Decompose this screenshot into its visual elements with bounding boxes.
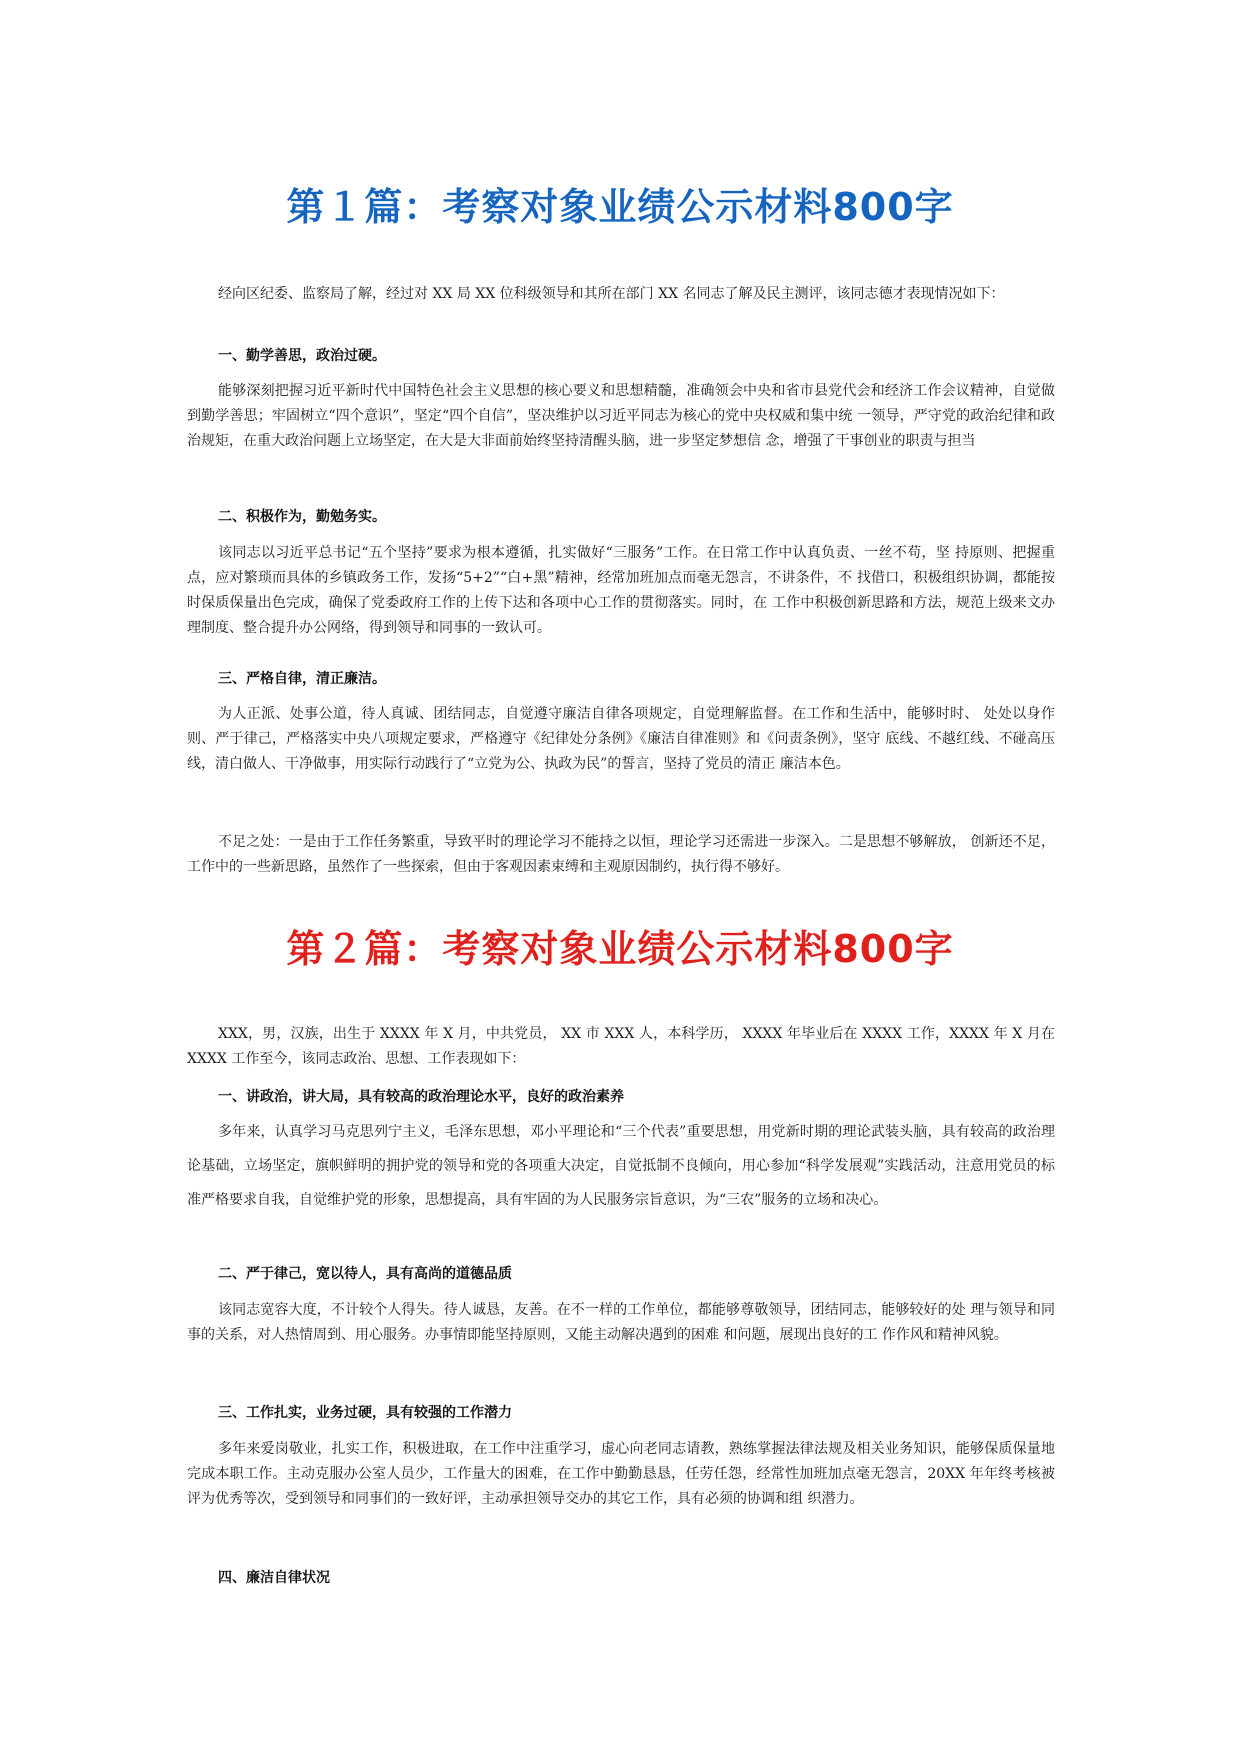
article-1-section-2-body: 该同志以习近平总书记“五个坚持”要求为根本遵循，扎实做好“三服务”工作。在日常工作中认真负责、一丝不苟，坚 持原则、把握重点，应对繁琐而具体的乡镇政务工作，发扬“5+2”“白+黑”精神，经常加班加点而毫无怨言，不讲条件，不 找借口，积极组织协调，都能按时保质保量出色完成，确保了党委政府工作的上传下达和各项中心工作的贯彻落实。同时，在 工作中积极创新思路和方法，规范上级来文办理制度、整合提升办公网络，得到领导和同事的一致认可。 bbox=[187, 545, 1055, 636]
article-2-section-2-body: 该同志宽容大度，不计较个人得失。待人诚恳，友善。在不一样的工作单位，都能够尊敬领导，团结同志，能够较好的处 理与领导和同事的关系，对人热情周到、用心服务。办事情即能坚持原则，又能主动解决遇到的困难 和问题，展现出良好的工 作作风和精神风貌。 bbox=[187, 1302, 1055, 1343]
article-1-section-1-heading: 一、勤学善思，政治过硬。 bbox=[218, 348, 386, 364]
article-2-section-3-body: 多年来爱岗敬业，扎实工作，积极进取，在工作中注重学习，虚心向老同志请教，熟练掌握法律法规及相关业务知识，能够保质保量地完成本职工作。主动克服办公室人员少，工作量大的困难，在工作中勤勤恳恳，任劳任怨，经常性加班加点毫无怨言，20XX 年年终考核被评为优秀等次，受到领导和同事们的一致好评，主动承担领导交办的其它工作，具有必须的协调和组 织潜力。 bbox=[187, 1441, 1055, 1507]
article-2-section-1-body: 多年来，认真学习马克思列宁主义，毛泽东思想，邓小平理论和“三个代表”重要思想，用党新时期的理论武装头脑，具有较高的政治理论基础，立场坚定，旗帜鲜明的拥护党的领导和党的各项重大决定，自觉抵制不良倾向，用心参加“科学发展观”实践活动，注意用党员的标准严格要求自我，自觉维护党的形象，思想提高，具有牢固的为人民服务宗旨意识，为“三农”服务的立场和决心。 bbox=[187, 1124, 1055, 1208]
article-2-section-2-heading: 二、严于律己，宽以待人，具有高尚的道德品质 bbox=[218, 1266, 512, 1282]
article-2-section-1-heading: 一、讲政治，讲大局，具有较高的政治理论水平，良好的政治素养 bbox=[218, 1089, 624, 1105]
article-1-section-1-body: 能够深刻把握习近平新时代中国特色社会主义思想的核心要义和思想精髓，准确领会中央和省市县党代会和经济工作会议精神，自觉做到勤学善思；牢固树立“四个意识”，坚定“四个自信”，坚决维护以习近平同志为核心的党中央权威和集中统 一领导，严守党的政治纪律和政治规矩，在重大政治问题上立场坚定，在大是大非面前始终坚持清醒头脑，进一步坚定梦想信 念，增强了干事创业的职责与担当 bbox=[187, 383, 1055, 449]
article-1-shortcomings: 不足之处：一是由于工作任务繁重，导致平时的理论学习不能持之以恒，理论学习还需进一步深入。二是思想不够解放， 创新还不足，工作中的一些新思路，虽然作了一些探索，但由于客观因素束缚和主观原因制约，执行得不够好。 bbox=[187, 834, 1055, 875]
article-1-intro: 经向区纪委、监察局了解，经过对 XX 局 XX 位科级领导和其所在部门 XX 名同志了解及民主测评，该同志德才表现情况如下： bbox=[218, 286, 1005, 302]
article-1-section-2-heading: 二、积极作为，勤勉务实。 bbox=[218, 509, 386, 525]
article-2-section-4-heading: 四、廉洁自律状况 bbox=[218, 1570, 330, 1586]
article-2-intro: XXX，男，汉族，出生于 XXXX 年 X 月，中共党员， XX 市 XXX 人，本科学历， XXXX 年毕业后在 XXXX 工作，XXXX 年 X 月在 XXXX 工作至今，该同志政治、思想、工作表现如下： bbox=[187, 1026, 1055, 1067]
article-2-section-3-heading: 三、工作扎实，业务过硬，具有较强的工作潜力 bbox=[218, 1405, 512, 1421]
article-1-title: 第１篇：考察对象业绩公示材料800字 bbox=[286, 185, 954, 229]
article-2-title: 第２篇：考察对象业绩公示材料800字 bbox=[286, 927, 954, 971]
article-1-section-3-heading: 三、严格自律，清正廉洁。 bbox=[218, 671, 386, 687]
article-1-section-3-body: 为人正派、处事公道，待人真诚、团结同志，自觉遵守廉洁自律各项规定，自觉理解监督。在工作和生活中，能够时时、 处处以身作则、严于律己，严格落实中央八项规定要求，严格遵守《纪律处分条例》《廉洁自律准则》和《问责条例》，坚守 底线、不越红线、不碰高压线，清白做人、干净做事，用实际行动践行了“立党为公、执政为民”的誓言，坚持了党员的清正 廉洁本色。 bbox=[187, 706, 1055, 772]
